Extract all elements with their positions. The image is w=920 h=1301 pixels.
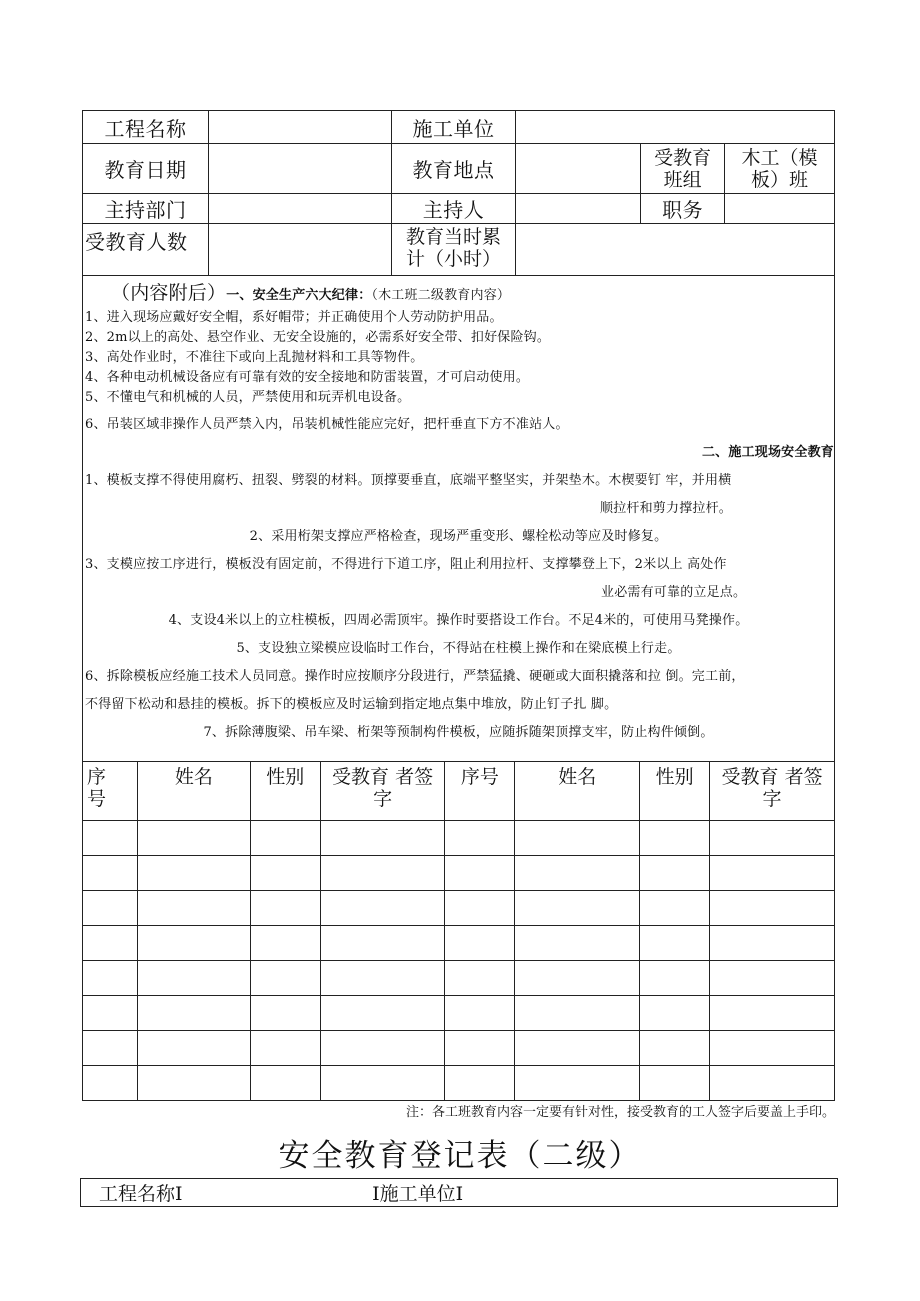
table-cell[interactable] [137,1066,250,1101]
table-cell[interactable] [137,891,250,926]
table-cell[interactable] [710,856,835,891]
table-cell[interactable] [250,1066,320,1101]
seq-header-2: 序号 [445,762,515,821]
table-cell[interactable] [710,996,835,1031]
table-cell[interactable] [515,1066,640,1101]
table-cell[interactable] [250,926,320,961]
hours-label-line1: 教育当时累 [406,226,502,248]
s1-item-6: 6、吊装区域非操作人员严禁入内，吊装机械性能应完好，把杆垂直下方不准站人。 [85,417,569,432]
construction-unit-field[interactable] [516,111,835,144]
seq-header-line2: 号 [87,788,107,810]
table-cell[interactable] [445,1031,515,1066]
table-cell[interactable] [320,926,445,961]
table-cell[interactable] [83,891,138,926]
table-cell[interactable] [640,1066,710,1101]
s1-item-2: 2、2m以上的高处、悬空作业、无安全设施的，必需系好安全带、扣好保险钩。 [85,330,551,345]
trainee-count-field[interactable] [208,224,391,276]
table-cell[interactable] [515,821,640,856]
table-cell[interactable] [640,856,710,891]
table-cell[interactable] [137,926,250,961]
table-cell[interactable] [710,926,835,961]
trained-team-label-line2: 班组 [663,168,702,191]
team-value-line2: 板）班 [751,168,809,191]
table-cell[interactable] [640,996,710,1031]
table-cell[interactable] [83,926,138,961]
table-cell[interactable] [640,821,710,856]
s2-item-3-line2: 业必需有可靠的立足点。 [601,585,747,600]
seq-header [83,762,138,821]
table-cell[interactable] [515,961,640,996]
position-field[interactable] [725,194,835,224]
project-name-field[interactable] [208,111,391,144]
table-cell[interactable] [445,996,515,1031]
table-cell[interactable] [515,996,640,1031]
s2-item-7: 7、拆除薄腹梁、吊车梁、桁架等预制构件模板，应随拆随架顶撑支牢，防止构件倾倒。 [203,725,714,740]
table-cell[interactable] [445,821,515,856]
trained-team-label [641,144,725,194]
table-cell[interactable] [710,821,835,856]
education-location-label: 教育地点 [391,144,516,194]
s1-item-1: 1、进入现场应戴好安全帽，系好帽带；并正确使用个人劳动防护用品。 [85,310,503,325]
hours-label-line2: 计（小时） [406,248,502,270]
table-row [83,961,835,996]
table-cell[interactable] [137,961,250,996]
table-cell[interactable] [445,1066,515,1101]
table-cell[interactable] [83,856,138,891]
table-cell[interactable] [137,821,250,856]
sign-header-row [83,762,835,821]
name-header-2: 姓名 [515,762,640,821]
team-value-line1: 木工（模 [741,146,818,169]
form-title: 安全教育登记表（二级） [278,1138,642,1174]
host-field[interactable] [516,194,641,224]
host-dept-label: 主持部门 [83,194,209,224]
table-cell[interactable] [320,891,445,926]
table-cell[interactable] [137,856,250,891]
s1-item-3: 3、高处作业时，不准往下或向上乱抛材料和工具等物件。 [85,350,424,365]
sign-header [320,762,445,821]
footer-construction-unit-label: I施工单位I [360,1179,837,1207]
sign-header-2 [710,762,835,821]
table-cell[interactable] [710,1031,835,1066]
host-label: 主持人 [391,194,516,224]
section1-note: （木工班二级教育内容） [371,288,511,303]
sign-table [82,761,835,1101]
table-cell[interactable] [320,1031,445,1066]
section1-title: 一、安全生产六大纪律： [226,288,372,303]
table-cell[interactable] [710,891,835,926]
table-cell[interactable] [83,961,138,996]
education-date-label: 教育日期 [83,144,209,194]
gender-header-2: 性别 [640,762,710,821]
table-cell[interactable] [445,961,515,996]
table-row [83,1066,835,1101]
s2-item-2: 2、采用桁架支撑应严格检查，现场严重变形、螺栓松动等应及时修复。 [249,529,668,544]
education-content [82,275,835,761]
gender-header: 性别 [250,762,320,821]
table-cell[interactable] [445,856,515,891]
s2-item-1-line1: 1、模板支撑不得使用腐朽、扭裂、劈裂的材料。顶撑要垂直，底端平整坚实，并架垫木。木楔要钉 牢，并用横 [85,473,732,488]
table-row [83,856,835,891]
s2-item-5: 5、支设独立梁模应设临时工作台，不得站在柱模上操作和在梁底模上行走。 [236,641,681,656]
table-cell[interactable] [250,1031,320,1066]
table-row [83,996,835,1031]
table-cell[interactable] [137,1031,250,1066]
table-cell[interactable] [640,1031,710,1066]
education-date-field[interactable] [208,144,391,194]
info-table [82,110,835,276]
table-cell[interactable] [320,856,445,891]
project-name-label: 工程名称 [83,111,209,144]
sign-header-line2: 字 [373,788,393,810]
table-cell[interactable] [320,996,445,1031]
footnote: 注：各工班教育内容一定要有针对性，接受教育的工人签字后要盖上手印。 [405,1105,835,1120]
table-row [83,891,835,926]
table-cell[interactable] [83,821,138,856]
education-location-field[interactable] [516,144,641,194]
table-cell[interactable] [445,891,515,926]
name-header: 姓名 [137,762,250,821]
table-cell[interactable] [250,961,320,996]
table-cell[interactable] [710,961,835,996]
s2-item-4: 4、支设4米以上的立柱模板，四周必需顶牢。操作时要搭设工作台。不足4米的，可使用马凳操作。 [168,613,749,628]
table-cell[interactable] [83,1031,138,1066]
footer-info-table [80,1178,838,1207]
trainee-count-label: 受教育人数 [83,224,209,276]
table-cell[interactable] [250,891,320,926]
intro-prefix: （内容附后） [111,282,227,304]
table-cell[interactable] [83,1066,138,1101]
table-cell[interactable] [640,891,710,926]
sign-header-line1: 受教育 者签 [332,766,434,788]
s1-item-4: 4、各种电动机械设备应有可靠有效的安全接地和防雷装置，才可启动使用。 [85,370,530,385]
position-label: 职务 [641,194,725,224]
hours-field[interactable] [516,224,835,276]
table-cell[interactable] [515,856,640,891]
table-cell[interactable] [83,996,138,1031]
table-cell[interactable] [515,891,640,926]
table-cell[interactable] [640,961,710,996]
table-row [83,821,835,856]
table-cell[interactable] [320,961,445,996]
content-intro [111,278,510,305]
s2-item-6-line1: 6、拆除模板应经施工技术人员同意。操作时应按顺序分段进行，严禁猛撬、硬砸或大面积撬落和拉 倒。完工前， [85,669,745,684]
section2-title: 二、施工现场安全教育 [701,445,834,460]
table-cell[interactable] [250,996,320,1031]
host-dept-field[interactable] [208,194,391,224]
table-cell[interactable] [445,926,515,961]
s1-item-5: 5、不懂电气和机械的人员，严禁使用和玩弄机电设备。 [85,390,411,405]
table-cell[interactable] [320,1066,445,1101]
trained-team-label-line1: 受教育 [654,146,712,169]
seq-header-line1: 序 [87,766,107,788]
table-row [83,1031,835,1066]
sign-header-2-line2: 字 [762,788,782,810]
table-cell[interactable] [710,1066,835,1101]
s2-item-1-line2: 顺拉杆和剪力撑拉杆。 [600,501,733,516]
table-cell[interactable] [640,926,710,961]
hours-label [391,224,516,276]
s2-item-3-line1: 3、支模应按工序进行，模板没有固定前，不得进行下道工序，阻止利用拉杆、支撑攀登上下，2米以上 高处作 [85,557,727,572]
trained-team-value[interactable] [725,144,835,194]
table-cell[interactable] [515,1031,640,1066]
table-cell[interactable] [320,821,445,856]
s2-item-6-line2: 不得留下松动和悬挂的模板。拆下的模板应及时运输到指定地点集中堆放，防止钉子扎 脚。 [85,697,618,712]
table-cell[interactable] [515,926,640,961]
sign-header-2-line1: 受教育 者签 [721,766,823,788]
table-cell[interactable] [250,821,320,856]
table-row [83,926,835,961]
table-cell[interactable] [137,996,250,1031]
table-cell[interactable] [250,856,320,891]
construction-unit-label: 施工单位 [391,111,516,144]
footer-project-name-label: 工程名称I [81,1179,361,1207]
